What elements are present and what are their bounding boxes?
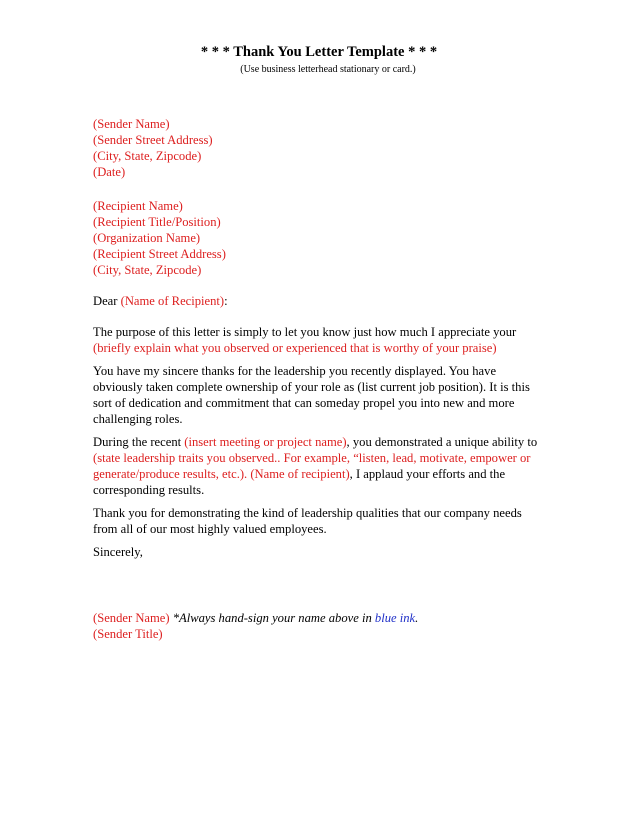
sender-block xyxy=(93,116,553,180)
traits-placeholder: (state leadership traits you observed.. For example, “listen, lead, motivate, empower or xyxy=(93,451,531,465)
paragraph-line: sort of dedication and commitment that can someday propel you into new and more xyxy=(93,396,515,410)
signature-sender-name: (Sender Name) xyxy=(93,611,170,625)
page-title: * * * Thank You Letter Template * * * xyxy=(200,44,438,60)
recipient-title: (Recipient Title/Position) xyxy=(93,215,221,229)
signature-block xyxy=(93,610,553,642)
paragraph-line: The purpose of this letter is simply to let you know just how much I appreciate your xyxy=(93,325,517,339)
paragraph-text: , you demonstrated a unique ability to xyxy=(346,435,538,449)
recipient-city: (City, State, Zipcode) xyxy=(93,263,202,277)
paragraph-leadership xyxy=(93,434,553,498)
salutation-suffix: : xyxy=(224,294,228,308)
paragraph-text: , I applaud your efforts and the xyxy=(349,467,506,481)
closing-text: Sincerely, xyxy=(93,545,143,559)
sender-name: (Sender Name) xyxy=(93,117,170,131)
signature-note-end: . xyxy=(415,611,419,625)
paragraph-line-placeholder: (briefly explain what you observed or experienced that is worthy of your praise) xyxy=(93,341,497,355)
paragraph-line: challenging roles. xyxy=(93,412,183,426)
sender-street: (Sender Street Address) xyxy=(93,133,213,147)
recipient-organization: (Organization Name) xyxy=(93,231,201,245)
paragraph-line: You have my sincere thanks for the leadership you recently displayed. You have xyxy=(93,364,497,378)
salutation-prefix: Dear xyxy=(93,294,121,308)
signature-note: *Always hand-sign your name above in xyxy=(169,611,375,625)
closing xyxy=(93,544,553,560)
paragraph-line: from all of our most highly valued employees. xyxy=(93,522,327,536)
signature-sender-title: (Sender Title) xyxy=(93,627,163,641)
salutation-recipient: (Name of Recipient) xyxy=(120,294,225,308)
paragraph-thanks xyxy=(93,363,553,427)
recipient-name: (Recipient Name) xyxy=(93,199,183,213)
paragraph-text: During the recent xyxy=(93,435,185,449)
paragraph-line: corresponding results. xyxy=(93,483,205,497)
signature-note-blue: blue ink xyxy=(374,611,416,625)
recipient-block xyxy=(93,198,553,278)
paragraph-line: Thank you for demonstrating the kind of leadership qualities that our company needs xyxy=(93,506,522,520)
paragraph-closing-thanks xyxy=(93,505,553,537)
traits-placeholder-cont: generate/produce results, etc.). (Name of recipient) xyxy=(93,467,350,481)
recipient-street: (Recipient Street Address) xyxy=(93,247,226,261)
sender-city: (City, State, Zipcode) xyxy=(93,149,202,163)
meeting-placeholder: (insert meeting or project name) xyxy=(184,435,347,449)
letter-date: (Date) xyxy=(93,165,126,179)
paragraph-purpose xyxy=(93,324,553,356)
paragraph-line: obviously taken complete ownership of your role as (list current job position). It is this xyxy=(93,380,530,394)
page-subtitle: (Use business letterhead stationary or card.) xyxy=(240,64,416,75)
salutation xyxy=(93,293,553,309)
